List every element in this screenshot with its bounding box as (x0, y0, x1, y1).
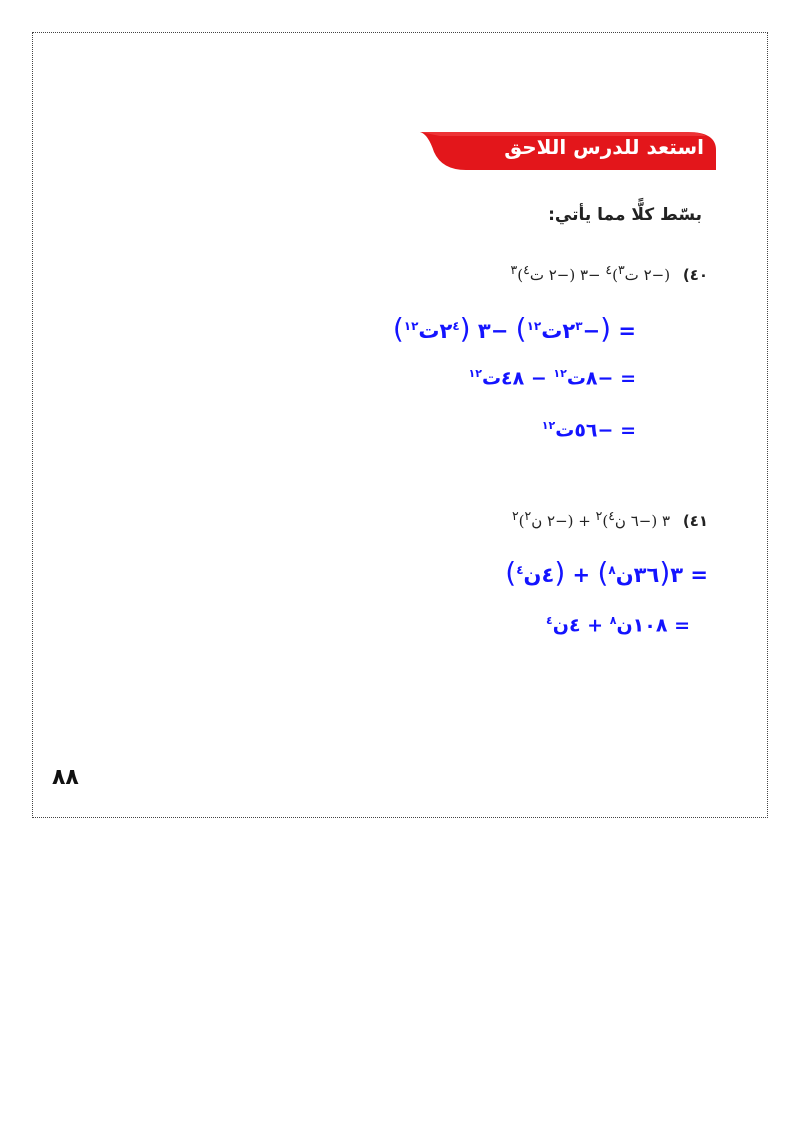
problem-number: ٤٠) (682, 266, 708, 284)
section-banner (420, 130, 718, 172)
problem-40 (511, 262, 708, 284)
problem-41 (512, 508, 708, 530)
instruction-text: بسّط كلًّا مما يأتي: (548, 205, 702, 225)
step-41-1: = ٣(٣٦ن$^٨$) + (٤ن$^٤$) (505, 556, 708, 589)
step-40-2: = −٨ت$^{١٢}$ − ٤٨ت$^{١٢}$ (468, 367, 636, 390)
problem-expression: ٣ (−٦ ن$^٤$)$^٢$ + (−٢ ن$^٢$)$^٢$ (511, 508, 671, 530)
step-40-1: = $(-٢^٣ت^{١٢})$ −٣ $(٢^٤ت^{١٢})$ (392, 312, 636, 345)
problem-number: ٤١) (682, 512, 708, 530)
page-number: ٨٨ (52, 765, 79, 790)
step-40-3: = −٥٦ت$^{١٢}$ (541, 419, 636, 442)
section-title: استعد للدرس اللاحق (504, 135, 704, 159)
problem-expression: (−٢ ت$^٣$)$^٤$ −٣ (−٢ ت$^٤$)$^٣$ (510, 262, 671, 284)
step-41-2: = ١٠٨ن$^٨$ + ٤ن$^٤$ (546, 614, 690, 637)
